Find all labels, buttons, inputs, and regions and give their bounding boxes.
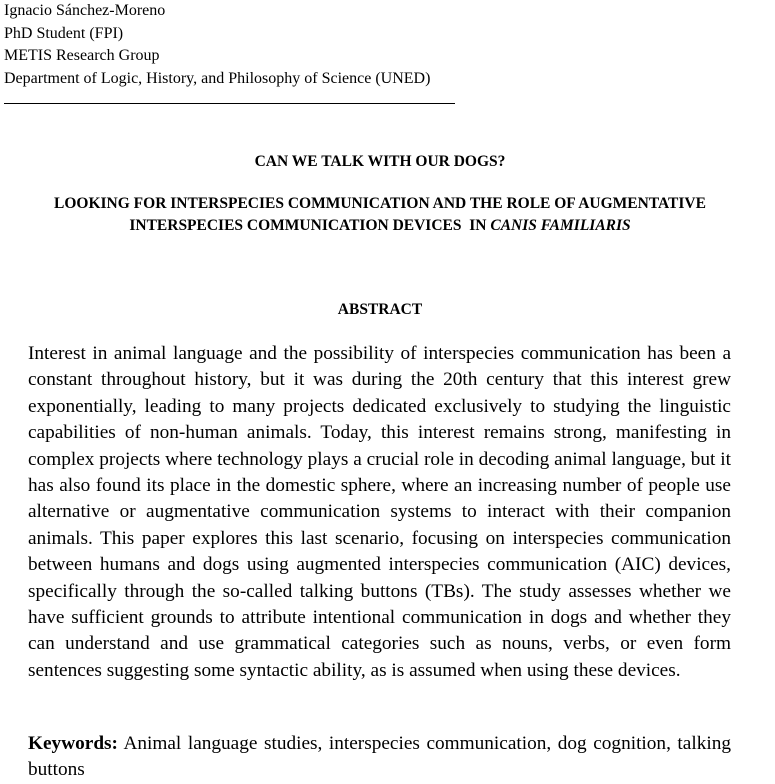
author-position: PhD Student (FPI) (4, 24, 124, 42)
separator-line (4, 103, 455, 104)
subtitle-line-2-text: INTERSPECIES COMMUNICATION DEVICES IN (129, 217, 491, 234)
abstract-heading: ABSTRACT (337, 301, 423, 318)
keywords-text: Animal language studies, interspecies communication, dog cognition, talking buttons (28, 733, 731, 781)
subtitle-line-2 (0, 215, 760, 237)
author-info (4, 0, 430, 90)
author-group: METIS Research Group (4, 47, 160, 64)
subtitle-line-1: LOOKING FOR INTERSPECIES COMMUNICATION AND THE ROLE OF AUGMENTATIVE (54, 195, 706, 212)
subtitle-species-name: CANIS FAMILIARIS (490, 217, 631, 234)
abstract-body: Interest in animal language and the possibility of interspecies communication has been a constant throughout history, but it was during the 20th century that this interest grew exponentially, leading to many projects dedicated exclusively to studying the linguistic capabilities of non-human animals. Today, this interest remains strong, manifesting in complex projects where technology plays a crucial role in decoding animal language, but it has also found its place in the domestic sphere, where an increasing number of people use alternative or augmentative communication systems to interact with their companion animals. This paper explores this last scenario, focusing on interspecies communication between humans and dogs using augmented interspecies communication (AIC) devices, specifically through the so-called talking buttons (TBs). The study assesses whether we have sufficient grounds to attribute intentional communication in dogs and whether they can understand and use grammatical categories such as nouns, verbs, or even form sentences suggesting some syntactic ability, as is assumed when using these devices. (28, 343, 731, 681)
paper-subtitle (0, 193, 760, 237)
author-department: Department of Logic, History, and Philosophy of Science (UNED) (4, 69, 431, 87)
keywords-label: Keywords: (28, 733, 118, 754)
keywords-paragraph (28, 731, 731, 784)
paper-title: CAN WE TALK WITH OUR DOGS? (254, 153, 506, 170)
author-name: Ignacio Sánchez-Moreno (4, 2, 166, 19)
